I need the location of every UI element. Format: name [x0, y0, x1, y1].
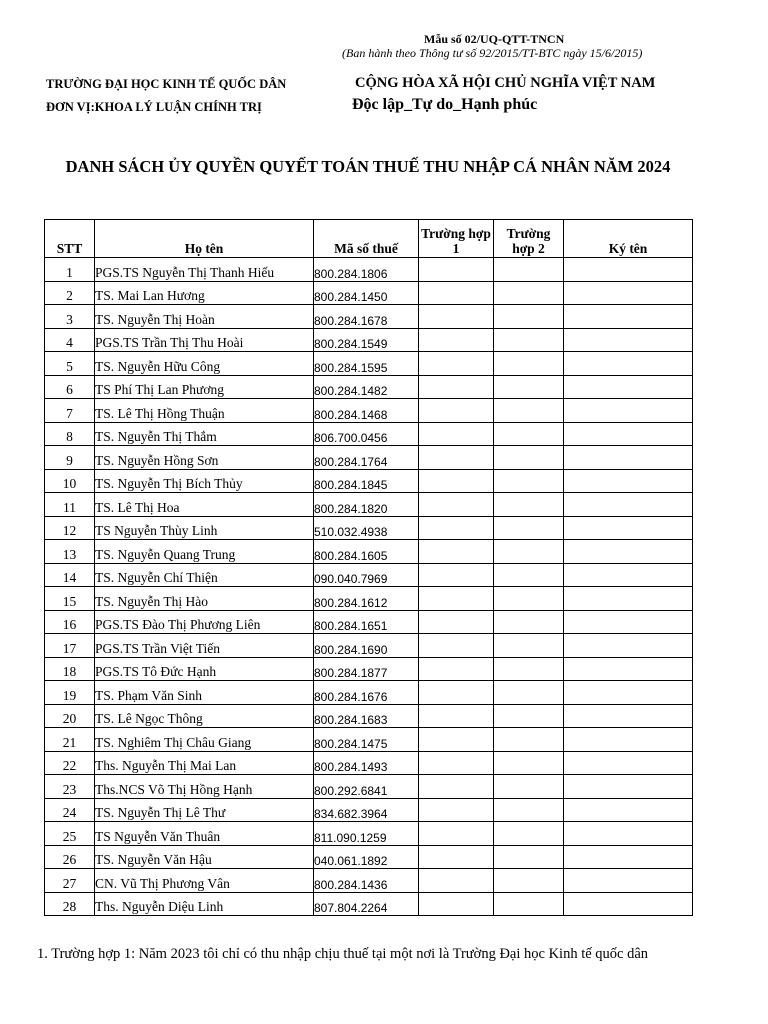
table-row	[45, 822, 693, 846]
cell-case-1[interactable]	[419, 469, 494, 493]
cell-name: PGS.TS Đào Thị Phương Liên	[95, 610, 314, 634]
cell-tax-code: 800.284.1764	[314, 446, 419, 470]
table-row	[45, 446, 693, 470]
form-basis: (Ban hành theo Thông tư số 92/2015/TT-BTC ngày 15/6/2015)	[342, 46, 643, 60]
cell-case-2[interactable]	[494, 704, 564, 728]
cell-name: TS. Nguyễn Thị Lê Thư	[95, 798, 314, 822]
cell-signature[interactable]	[564, 493, 693, 517]
column-header-stt: STT	[45, 220, 95, 258]
cell-name: TS. Mai Lan Hương	[95, 281, 314, 305]
cell-stt: 18	[45, 657, 95, 681]
cell-case-2[interactable]	[494, 540, 564, 564]
cell-tax-code: 800.284.1612	[314, 587, 419, 611]
cell-tax-code: 800.284.1468	[314, 399, 419, 423]
table-row	[45, 305, 693, 329]
cell-case-1[interactable]	[419, 352, 494, 376]
cell-case-2[interactable]	[494, 681, 564, 705]
cell-case-2[interactable]	[494, 493, 564, 517]
cell-tax-code: 800.284.1595	[314, 352, 419, 376]
table-row	[45, 751, 693, 775]
cell-case-1[interactable]	[419, 728, 494, 752]
cell-case-1[interactable]	[419, 281, 494, 305]
cell-signature[interactable]	[564, 305, 693, 329]
cell-stt: 2	[45, 281, 95, 305]
cell-case-2[interactable]	[494, 281, 564, 305]
cell-stt: 12	[45, 516, 95, 540]
cell-signature[interactable]	[564, 375, 693, 399]
cell-case-1[interactable]	[419, 305, 494, 329]
cell-name: TS. Nguyễn Văn Hậu	[95, 845, 314, 869]
cell-case-2[interactable]	[494, 258, 564, 282]
cell-signature[interactable]	[564, 681, 693, 705]
cell-signature[interactable]	[564, 728, 693, 752]
cell-stt: 22	[45, 751, 95, 775]
table-row	[45, 798, 693, 822]
cell-signature[interactable]	[564, 469, 693, 493]
cell-case-1[interactable]	[419, 540, 494, 564]
cell-stt: 20	[45, 704, 95, 728]
cell-stt: 13	[45, 540, 95, 564]
cell-case-2[interactable]	[494, 869, 564, 893]
cell-name: PGS.TS Trần Việt Tiến	[95, 634, 314, 658]
cell-stt: 16	[45, 610, 95, 634]
cell-signature[interactable]	[564, 751, 693, 775]
cell-case-2[interactable]	[494, 469, 564, 493]
cell-case-1[interactable]	[419, 869, 494, 893]
cell-case-1[interactable]	[419, 399, 494, 423]
table-row	[45, 681, 693, 705]
table-row	[45, 892, 693, 916]
cell-case-2[interactable]	[494, 516, 564, 540]
cell-case-2[interactable]	[494, 610, 564, 634]
cell-name: TS Nguyễn Thùy Linh	[95, 516, 314, 540]
cell-tax-code: 807.804.2264	[314, 892, 419, 916]
cell-tax-code: 800.284.1877	[314, 657, 419, 681]
cell-tax-code: 811.090.1259	[314, 822, 419, 846]
cell-name: CN. Vũ Thị Phương Vân	[95, 869, 314, 893]
cell-stt: 9	[45, 446, 95, 470]
table-row	[45, 493, 693, 517]
table-row	[45, 328, 693, 352]
cell-case-1[interactable]	[419, 563, 494, 587]
nation-motto: Độc lập_Tự do_Hạnh phúc	[352, 96, 538, 113]
cell-signature[interactable]	[564, 258, 693, 282]
cell-case-1[interactable]	[419, 681, 494, 705]
cell-case-1[interactable]	[419, 751, 494, 775]
cell-signature[interactable]	[564, 704, 693, 728]
cell-stt: 1	[45, 258, 95, 282]
cell-tax-code: 800.284.1651	[314, 610, 419, 634]
cell-case-2[interactable]	[494, 375, 564, 399]
cell-case-1[interactable]	[419, 610, 494, 634]
cell-name: Ths. Nguyễn Diệu Linh	[95, 892, 314, 916]
table-row	[45, 375, 693, 399]
cell-name: TS. Nghiêm Thị Châu Giang	[95, 728, 314, 752]
cell-signature[interactable]	[564, 869, 693, 893]
table-row	[45, 563, 693, 587]
cell-case-2[interactable]	[494, 657, 564, 681]
cell-stt: 25	[45, 822, 95, 846]
cell-case-1[interactable]	[419, 422, 494, 446]
cell-stt: 28	[45, 892, 95, 916]
cell-case-2[interactable]	[494, 845, 564, 869]
cell-stt: 19	[45, 681, 95, 705]
cell-tax-code: 800.284.1475	[314, 728, 419, 752]
cell-signature[interactable]	[564, 634, 693, 658]
cell-tax-code: 800.284.1676	[314, 681, 419, 705]
cell-signature[interactable]	[564, 399, 693, 423]
cell-stt: 10	[45, 469, 95, 493]
cell-tax-code: 040.061.1892	[314, 845, 419, 869]
cell-case-2[interactable]	[494, 422, 564, 446]
cell-tax-code: 800.284.1605	[314, 540, 419, 564]
cell-signature[interactable]	[564, 587, 693, 611]
cell-stt: 11	[45, 493, 95, 517]
table-row	[45, 540, 693, 564]
table-row	[45, 869, 693, 893]
cell-case-1[interactable]	[419, 634, 494, 658]
cell-name: PGS.TS Tô Đức Hạnh	[95, 657, 314, 681]
cell-tax-code: 510.032.4938	[314, 516, 419, 540]
cell-tax-code: 834.682.3964	[314, 798, 419, 822]
cell-case-1[interactable]	[419, 516, 494, 540]
cell-case-2[interactable]	[494, 775, 564, 799]
cell-name: TS. Nguyễn Thị Hoàn	[95, 305, 314, 329]
table-row	[45, 469, 693, 493]
cell-case-1[interactable]	[419, 493, 494, 517]
cell-stt: 5	[45, 352, 95, 376]
cell-signature[interactable]	[564, 516, 693, 540]
cell-stt: 17	[45, 634, 95, 658]
document-title: DANH SÁCH ỦY QUYỀN QUYẾT TOÁN THUẾ THU NHẬP CÁ NHÂN NĂM 2024	[65, 157, 671, 176]
table-row	[45, 704, 693, 728]
cell-tax-code: 800.284.1493	[314, 751, 419, 775]
cell-name: Ths.NCS Võ Thị Hồng Hạnh	[95, 775, 314, 799]
cell-case-2[interactable]	[494, 728, 564, 752]
cell-name: TS. Phạm Văn Sinh	[95, 681, 314, 705]
cell-case-2[interactable]	[494, 563, 564, 587]
cell-case-1[interactable]	[419, 798, 494, 822]
cell-name: TS. Lê Ngọc Thông	[95, 704, 314, 728]
cell-tax-code: 800.284.1450	[314, 281, 419, 305]
cell-tax-code: 800.284.1690	[314, 634, 419, 658]
cell-stt: 3	[45, 305, 95, 329]
cell-signature[interactable]	[564, 422, 693, 446]
cell-signature[interactable]	[564, 798, 693, 822]
unit-name: ĐƠN VỊ:KHOA LÝ LUẬN CHÍNH TRỊ	[46, 100, 262, 114]
cell-case-1[interactable]	[419, 587, 494, 611]
cell-case-2[interactable]	[494, 305, 564, 329]
cell-case-2[interactable]	[494, 446, 564, 470]
cell-case-1[interactable]	[419, 328, 494, 352]
cell-tax-code: 806.700.0456	[314, 422, 419, 446]
cell-name: TS. Nguyễn Hữu Công	[95, 352, 314, 376]
nation-title: CỘNG HÒA XÃ HỘI CHỦ NGHĨA VIỆT NAM	[355, 75, 656, 91]
cell-name: PGS.TS Nguyễn Thị Thanh Hiếu	[95, 258, 314, 282]
table-row	[45, 587, 693, 611]
cell-case-1[interactable]	[419, 258, 494, 282]
cell-stt: 14	[45, 563, 95, 587]
cell-case-2[interactable]	[494, 634, 564, 658]
cell-case-2[interactable]	[494, 822, 564, 846]
cell-name: TS. Nguyễn Thị Hào	[95, 587, 314, 611]
table-row	[45, 352, 693, 376]
cell-signature[interactable]	[564, 822, 693, 846]
cell-stt: 6	[45, 375, 95, 399]
cell-case-1[interactable]	[419, 892, 494, 916]
cell-stt: 26	[45, 845, 95, 869]
cell-case-1[interactable]	[419, 657, 494, 681]
organization-name: TRƯỜNG ĐẠI HỌC KINH TẾ QUỐC DÂN	[46, 77, 287, 91]
table-row	[45, 281, 693, 305]
cell-case-1[interactable]	[419, 845, 494, 869]
cell-case-2[interactable]	[494, 798, 564, 822]
table-row	[45, 258, 693, 282]
cell-case-2[interactable]	[494, 587, 564, 611]
cell-stt: 24	[45, 798, 95, 822]
cell-stt: 27	[45, 869, 95, 893]
table-row	[45, 634, 693, 658]
table-header-row	[45, 220, 693, 258]
cell-signature[interactable]	[564, 845, 693, 869]
cell-case-1[interactable]	[419, 375, 494, 399]
cell-name: TS. Nguyễn Chí Thiện	[95, 563, 314, 587]
cell-name: TS. Nguyễn Thị Thắm	[95, 422, 314, 446]
cell-signature[interactable]	[564, 657, 693, 681]
cell-case-1[interactable]	[419, 704, 494, 728]
table-row	[45, 422, 693, 446]
table-row	[45, 775, 693, 799]
cell-case-1[interactable]	[419, 446, 494, 470]
cell-name: TS. Nguyễn Quang Trung	[95, 540, 314, 564]
column-header-name: Họ tên	[95, 220, 314, 258]
cell-tax-code: 800.292.6841	[314, 775, 419, 799]
roster-body	[45, 258, 693, 916]
cell-signature[interactable]	[564, 892, 693, 916]
cell-stt: 23	[45, 775, 95, 799]
table-row	[45, 728, 693, 752]
cell-case-2[interactable]	[494, 751, 564, 775]
column-header-case-2: Trường hợp 2	[494, 220, 564, 258]
table-row	[45, 610, 693, 634]
table-row	[45, 845, 693, 869]
table-row	[45, 516, 693, 540]
cell-tax-code: 800.284.1678	[314, 305, 419, 329]
cell-stt: 15	[45, 587, 95, 611]
cell-stt: 21	[45, 728, 95, 752]
cell-tax-code: 800.284.1436	[314, 869, 419, 893]
cell-tax-code: 090.040.7969	[314, 563, 419, 587]
cell-tax-code: 800.284.1482	[314, 375, 419, 399]
cell-case-1[interactable]	[419, 775, 494, 799]
roster-table	[44, 219, 693, 916]
cell-signature[interactable]	[564, 540, 693, 564]
cell-name: TS. Nguyễn Thị Bích Thủy	[95, 469, 314, 493]
cell-tax-code: 800.284.1549	[314, 328, 419, 352]
cell-signature[interactable]	[564, 563, 693, 587]
cell-signature[interactable]	[564, 328, 693, 352]
cell-signature[interactable]	[564, 352, 693, 376]
table-row	[45, 399, 693, 423]
cell-name: PGS.TS Trần Thị Thu Hoài	[95, 328, 314, 352]
cell-case-1[interactable]	[419, 822, 494, 846]
footnote: 1. Trường hợp 1: Năm 2023 tôi chỉ có thu nhập chịu thuế tại một nơi là Trường Đại học Kinh tế quốc dân	[37, 946, 649, 962]
cell-tax-code: 800.284.1806	[314, 258, 419, 282]
cell-case-2[interactable]	[494, 328, 564, 352]
cell-name: TS. Lê Thị Hồng Thuận	[95, 399, 314, 423]
column-header-signature: Ký tên	[564, 220, 693, 258]
form-code: Mẫu số 02/UQ-QTT-TNCN	[424, 32, 565, 46]
cell-name: TS. Nguyễn Hồng Sơn	[95, 446, 314, 470]
cell-tax-code: 800.284.1683	[314, 704, 419, 728]
cell-name: TS Nguyễn Văn Thuân	[95, 822, 314, 846]
cell-tax-code: 800.284.1820	[314, 493, 419, 517]
cell-case-2[interactable]	[494, 352, 564, 376]
cell-stt: 4	[45, 328, 95, 352]
cell-name: Ths. Nguyễn Thị Mai Lan	[95, 751, 314, 775]
column-header-case-1: Trường hợp 1	[419, 220, 494, 258]
table-row	[45, 657, 693, 681]
cell-stt: 8	[45, 422, 95, 446]
cell-case-2[interactable]	[494, 399, 564, 423]
cell-name: TS. Lê Thị Hoa	[95, 493, 314, 517]
cell-signature[interactable]	[564, 775, 693, 799]
column-header-tax-code: Mã số thuế	[314, 220, 419, 258]
cell-stt: 7	[45, 399, 95, 423]
cell-signature[interactable]	[564, 610, 693, 634]
cell-name: TS Phí Thị Lan Phương	[95, 375, 314, 399]
cell-tax-code: 800.284.1845	[314, 469, 419, 493]
cell-case-2[interactable]	[494, 892, 564, 916]
cell-signature[interactable]	[564, 281, 693, 305]
cell-signature[interactable]	[564, 446, 693, 470]
